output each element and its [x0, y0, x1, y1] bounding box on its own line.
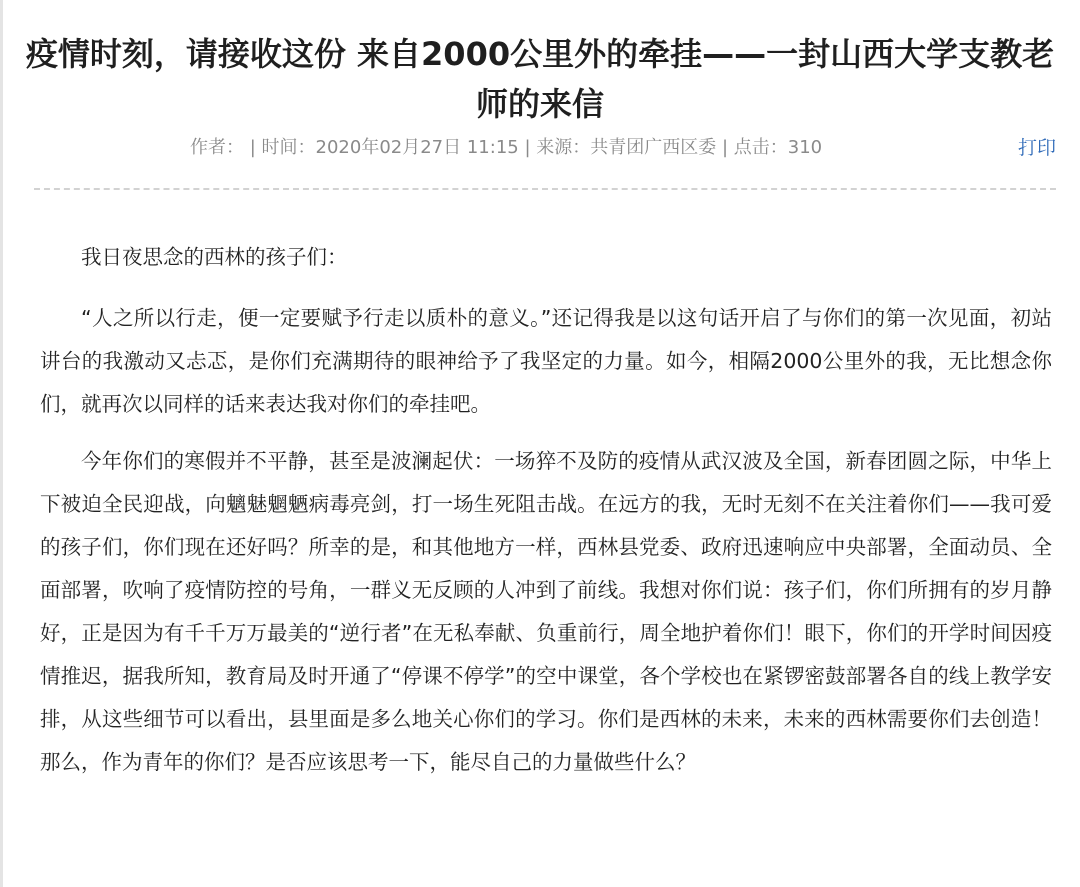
article-meta-info — [190, 133, 822, 163]
article-paragraph: 今年你们的寒假并不平静，甚至是波澜起伏：一场猝不及防的疫情从武汉波及全国，新春团圆之际，中华上下被迫全民迎战，向魑魅魍魉病毒亮剑，打一场生死阻击战。在远方的我，无时无刻不在关注着你们——我可爱的孩子们，你们现在还好吗？所幸的是，和其他地方一样，西林县党委、政府迅速响应中央部署，全面动员、全面部署，吹响了疫情防控的号角，一群义无反顾的人冲到了前线。我想对你们说：孩子们，你们所拥有的岁月静好，正是因为有千千万万最美的“逆行者”在无私奉献、负重前行，周全地护着你们！眼下，你们的开学时间因疫情推迟，据我所知，教育局及时开通了“停课不停学”的空中课堂，各个学校也在紧锣密鼓部署各自的线上教学安排，从这些细节可以看出，县里面是多么地关心你们的学习。你们是西林的未来，未来的西林需要你们去创造！那么，作为青年的你们？是否应该思考一下，能尽自己的力量做些什么？ — [40, 449, 1052, 774]
clicks-value: 310 — [787, 137, 823, 158]
article-title: 疫情时刻，请接收这份 来自2000公里外的牵挂——一封山西大学支教老师的来信 — [25, 35, 1055, 124]
article-paragraph: “人之所以行走，便一定要赋予行走以质朴的意义。”还记得我是以这句话开启了与你们的第一次见面，初站讲台的我激动又忐忑，是你们充满期待的眼神给予了我坚定的力量。如今，相隔2000公里外的我，无比想念你们，就再次以同样的话来表达我对你们的牵挂吧。 — [40, 306, 1052, 416]
meta-separator: | — [518, 137, 537, 158]
meta-separator: | — [716, 137, 734, 158]
source-label: 来源： — [536, 137, 591, 158]
time-label: 时间： — [261, 137, 316, 158]
time-value: 2020年02月27日 11:15 — [315, 137, 519, 158]
article-meta-bar — [0, 133, 1080, 163]
clicks-label: 点击： — [733, 137, 788, 158]
meta-divider — [34, 188, 1056, 190]
article-body — [40, 236, 1052, 798]
meta-separator: | — [244, 137, 262, 158]
author-label: 作者： — [190, 137, 244, 158]
article-greeting: 我日夜思念的西林的孩子们： — [81, 245, 348, 269]
source-value: 共青团广西区委 — [590, 137, 717, 158]
print-link[interactable]: 打印 — [1017, 137, 1056, 159]
